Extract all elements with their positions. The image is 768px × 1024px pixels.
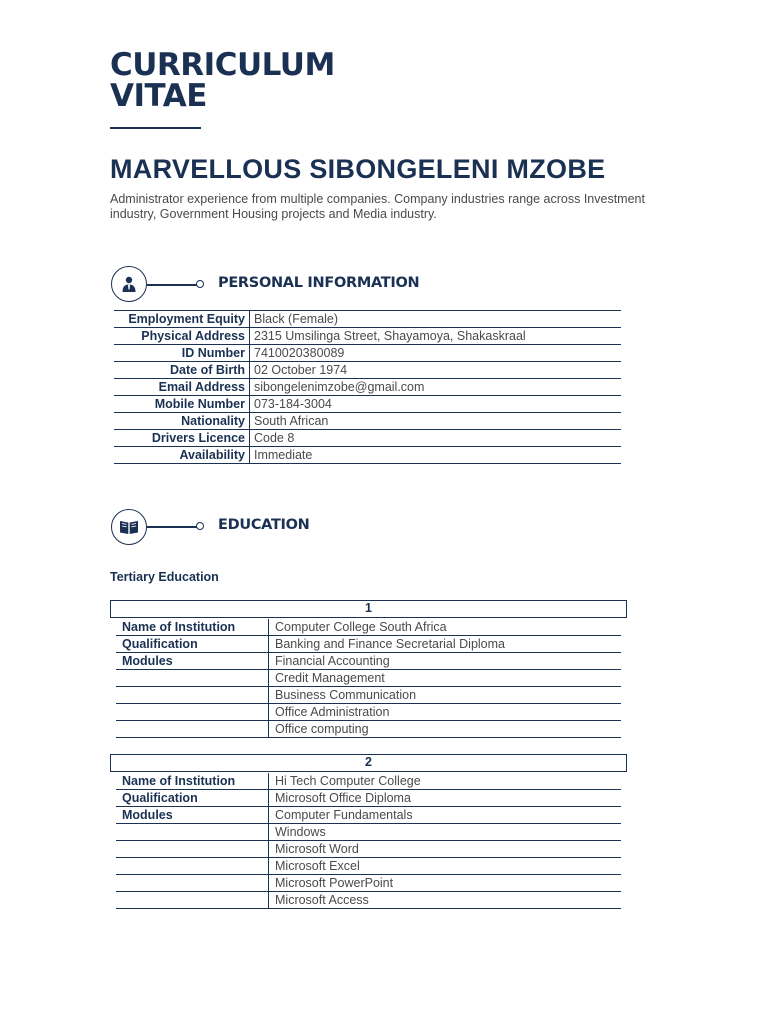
education-label: Name of Institution (116, 773, 269, 790)
education-label: Qualification (116, 790, 269, 807)
logo-line-1: CURRICULUM (110, 47, 335, 83)
education-row (116, 687, 621, 704)
info-label: Employment Equity (114, 311, 250, 328)
education-value: Microsoft PowerPoint (269, 875, 622, 892)
education-row (116, 875, 621, 892)
education-value: Office computing (269, 721, 622, 738)
info-label: Physical Address (114, 328, 250, 345)
cv-logo (110, 47, 335, 114)
education-value: Microsoft Excel (269, 858, 622, 875)
info-row (114, 430, 621, 447)
info-value: South African (250, 413, 622, 430)
education-value: Microsoft Office Diploma (269, 790, 622, 807)
section-title-education: EDUCATION (218, 517, 310, 533)
education-connector-dot (196, 522, 204, 530)
education-row (116, 670, 621, 687)
info-value: 073-184-3004 (250, 396, 622, 413)
education-value: Banking and Finance Secretarial Diploma (269, 636, 622, 653)
info-value: Black (Female) (250, 311, 622, 328)
info-row (114, 311, 621, 328)
info-value: Code 8 (250, 430, 622, 447)
info-label: ID Number (114, 345, 250, 362)
info-value: sibongelenimzobe@gmail.com (250, 379, 622, 396)
book-icon (111, 509, 147, 545)
info-row (114, 396, 621, 413)
education-value: Microsoft Access (269, 892, 622, 909)
section-title-personal: PERSONAL INFORMATION (218, 275, 420, 291)
info-row (114, 345, 621, 362)
info-label: Drivers Licence (114, 430, 250, 447)
info-label: Date of Birth (114, 362, 250, 379)
education-value: Computer Fundamentals (269, 807, 622, 824)
info-row (114, 362, 621, 379)
education-row (116, 807, 621, 824)
person-icon (111, 266, 147, 302)
personal-connector-dot (196, 280, 204, 288)
education-label (116, 824, 269, 841)
info-label: Availability (114, 447, 250, 464)
education-value: Microsoft Word (269, 841, 622, 858)
education-value: Business Communication (269, 687, 622, 704)
education-row (116, 619, 621, 636)
education-label (116, 704, 269, 721)
education-entry-number: 2 (110, 754, 627, 772)
education-entry-number: 1 (110, 600, 627, 618)
education-row (116, 841, 621, 858)
logo-line-2: VITAE (110, 78, 207, 114)
education-row (116, 858, 621, 875)
education-label (116, 875, 269, 892)
education-row (116, 790, 621, 807)
info-value: Immediate (250, 447, 622, 464)
education-value: Hi Tech Computer College (269, 773, 622, 790)
education-label: Modules (116, 653, 269, 670)
education-row (116, 636, 621, 653)
info-row (114, 328, 621, 345)
tertiary-education-heading: Tertiary Education (110, 570, 219, 584)
personal-connector-line (147, 284, 197, 286)
education-label: Qualification (116, 636, 269, 653)
education-label (116, 721, 269, 738)
education-value: Computer College South Africa (269, 619, 622, 636)
education-label (116, 841, 269, 858)
education-label (116, 687, 269, 704)
education-row (116, 704, 621, 721)
info-row (114, 413, 621, 430)
info-label: Mobile Number (114, 396, 250, 413)
info-value: 02 October 1974 (250, 362, 622, 379)
info-row (114, 447, 621, 464)
info-value: 7410020380089 (250, 345, 622, 362)
education-value: Office Administration (269, 704, 622, 721)
education-label: Name of Institution (116, 619, 269, 636)
education-label (116, 858, 269, 875)
logo-underline (110, 127, 201, 129)
candidate-name: MARVELLOUS SIBONGELENI MZOBE (110, 154, 606, 184)
education-entry-table (116, 619, 621, 738)
education-row (116, 653, 621, 670)
info-value: 2315 Umsilinga Street, Shayamoya, Shakaskraal (250, 328, 622, 345)
info-row (114, 379, 621, 396)
info-label: Email Address (114, 379, 250, 396)
education-row (116, 892, 621, 909)
education-value: Credit Management (269, 670, 622, 687)
education-entry-table (116, 773, 621, 909)
education-label (116, 670, 269, 687)
personal-info-table (114, 310, 621, 464)
education-row (116, 721, 621, 738)
education-value: Financial Accounting (269, 653, 622, 670)
education-row (116, 773, 621, 790)
education-label (116, 892, 269, 909)
profile-summary: Administrator experience from multiple companies. Company industries range across Investment industry, Government Housing projects and Media industry. (110, 192, 645, 221)
education-connector-line (147, 526, 197, 528)
education-value: Windows (269, 824, 622, 841)
education-row (116, 824, 621, 841)
education-label: Modules (116, 807, 269, 824)
info-label: Nationality (114, 413, 250, 430)
